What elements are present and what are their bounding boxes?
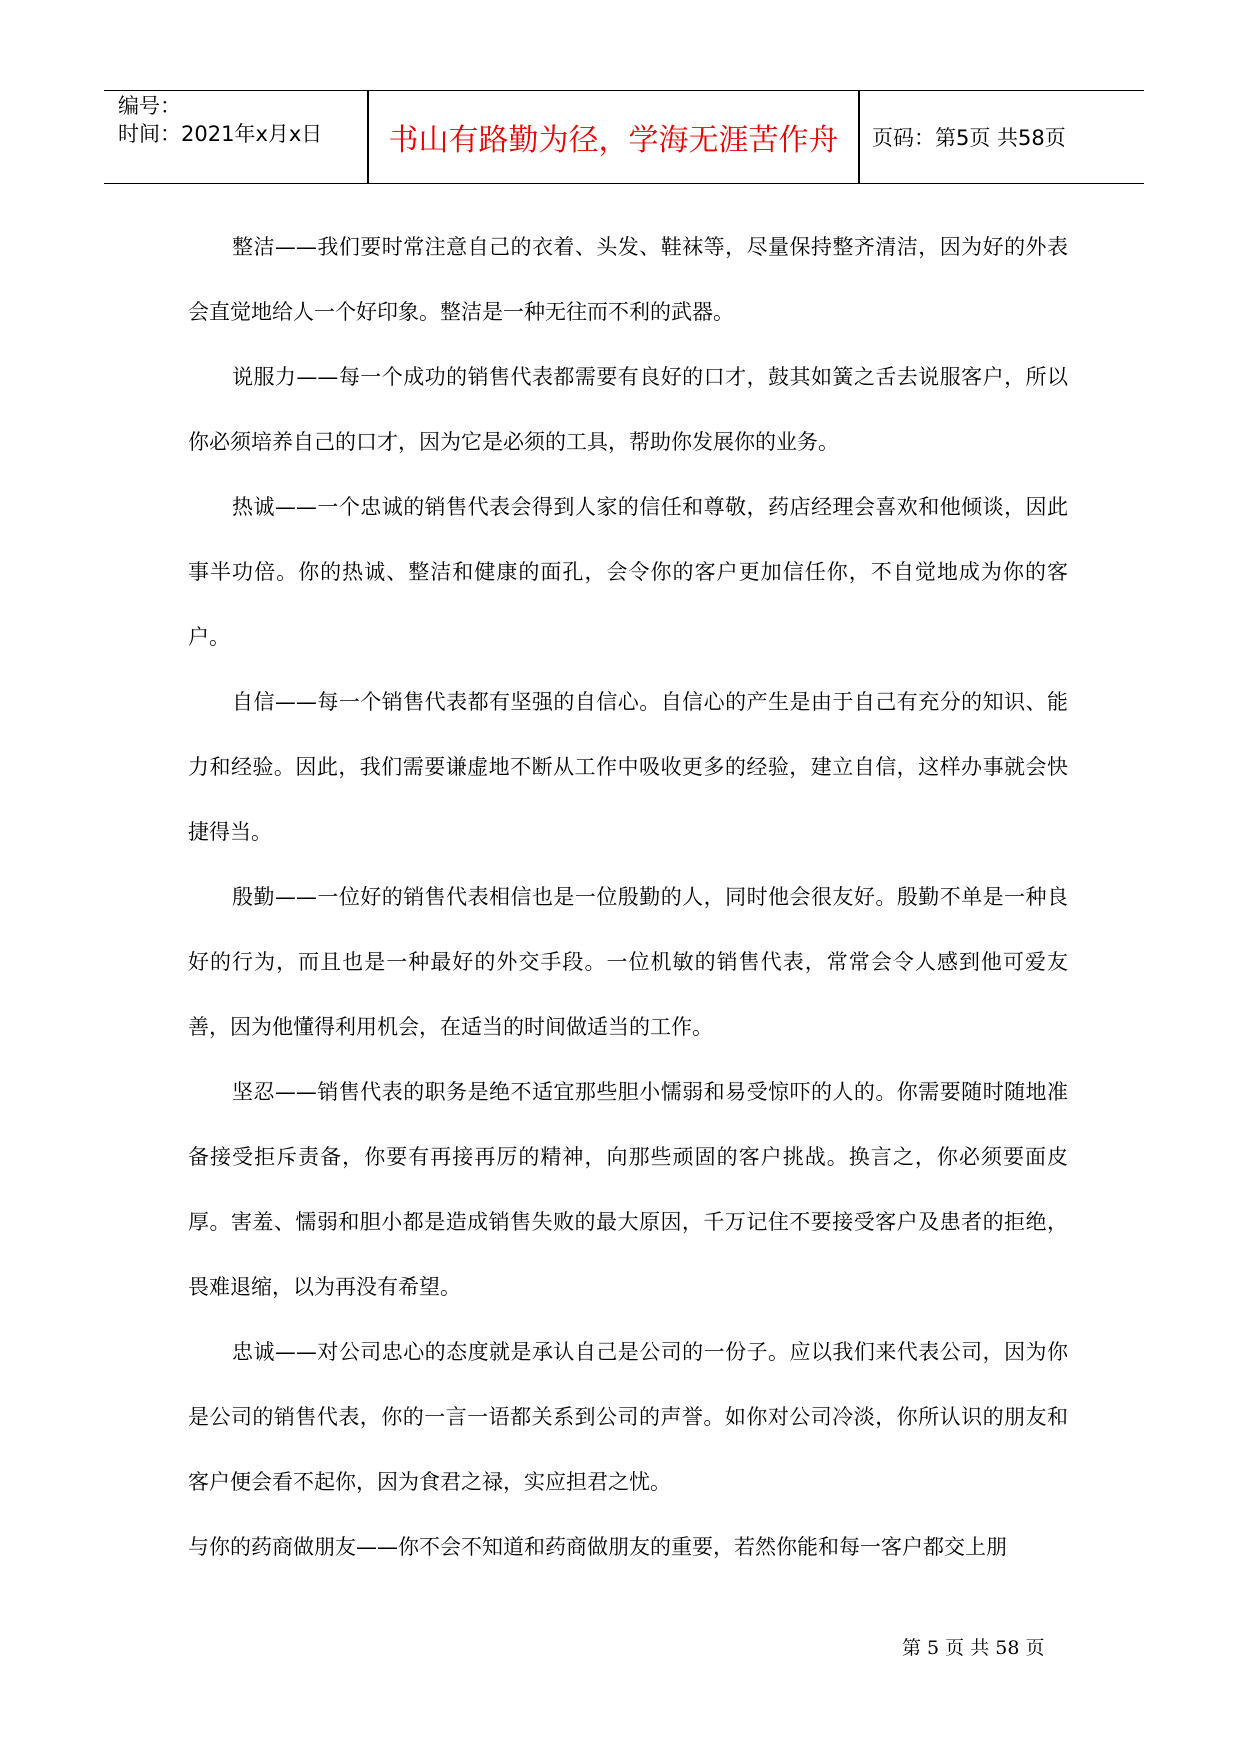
paragraph-loyalty: 忠诚——对公司忠心的态度就是承认自己是公司的一份子。应以我们来代表公司，因为你是公司的销售代表，你的一言一语都关系到公司的声誉。如你对公司冷淡，你所认识的朋友和客户便会看不起你，因为食君之禄，实应担君之忧。 <box>188 1340 1068 1494</box>
paragraph-perseverance: 坚忍——销售代表的职务是绝不适宜那些胆小懦弱和易受惊吓的人的。你需要随时随地准备接受拒斥责备，你要有再接再厉的精神，向那些顽固的客户挑战。换言之，你必须要面皮厚。害羞、懦弱和胆小都是造成销售失败的最大原因，千万记住不要接受客户及患者的拒绝，畏难退缩，以为再没有希望。 <box>188 1080 1068 1299</box>
document-body <box>188 215 1068 1580</box>
paragraph-diligence: 殷勤——一位好的销售代表相信也是一位殷勤的人，同时他会很友好。殷勤不单是一种良好的行为，而且也是一种最好的外交手段。一位机敏的销售代表，常常会令人感到他可爱友善，因为他懂得利用机会，在适当的时间做适当的工作。 <box>188 885 1068 1039</box>
time-label: 时间：2021年x月x日 <box>118 122 323 146</box>
header-page-info: 页码：第5页 共58页 <box>872 126 1066 150</box>
serial-label: 编号： <box>118 94 181 118</box>
paragraph-confidence: 自信——每一个销售代表都有坚强的自信心。自信心的产生是由于自己有充分的知识、能力和经验。因此，我们需要谦虚地不断从工作中吸收更多的经验，建立自信，这样办事就会快捷得当。 <box>188 690 1068 844</box>
paragraph-enthusiasm: 热诚——一个忠诚的销售代表会得到人家的信任和尊敬，药店经理会喜欢和他倾谈，因此事半功倍。你的热诚、整洁和健康的面孔，会令你的客户更加信任你，不自觉地成为你的客户。 <box>188 495 1068 649</box>
page-footer: 第 5 页 共 58 页 <box>902 1637 1045 1659</box>
header-motto: 书山有路勤为径，学海无涯苦作舟 <box>388 123 839 158</box>
paragraph-persuasion: 说服力——每一个成功的销售代表都需要有良好的口才，鼓其如簧之舌去说服客户，所以你必须培养自己的口才，因为它是必须的工具，帮助你发展你的业务。 <box>188 365 1068 454</box>
page-header <box>104 90 1144 184</box>
header-meta <box>118 91 368 183</box>
paragraph-tidiness: 整洁——我们要时常注意自己的衣着、头发、鞋袜等，尽量保持整齐清洁，因为好的外表会直觉地给人一个好印象。整洁是一种无往而不利的武器。 <box>188 235 1068 324</box>
paragraph-befriend-pharmacists: 与你的药商做朋友——你不会不知道和药商做朋友的重要，若然你能和每一客户都交上朋 <box>188 1535 1007 1559</box>
header-divider <box>858 91 860 183</box>
